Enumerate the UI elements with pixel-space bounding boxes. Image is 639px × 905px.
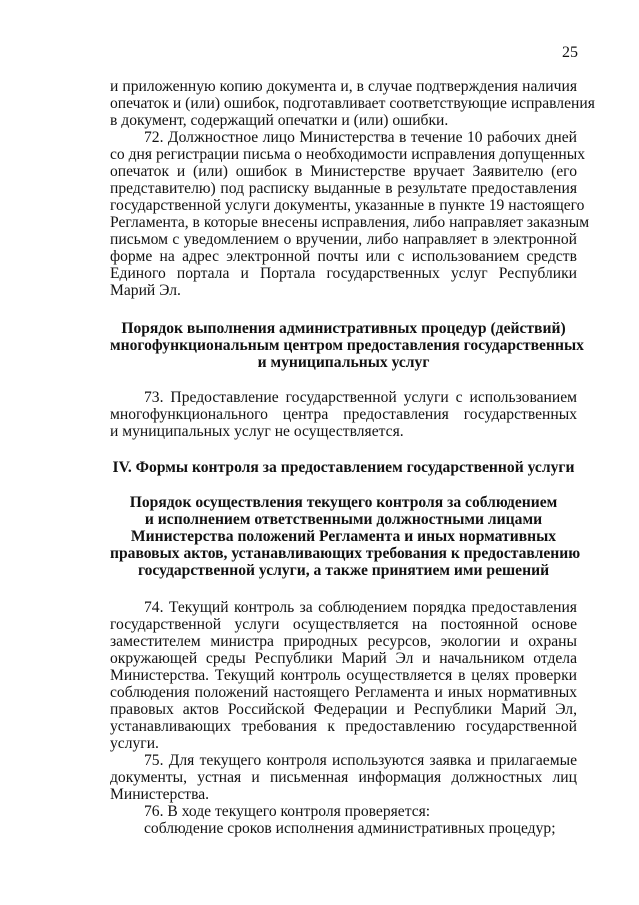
text-line: заместителем министра природных ресурсов, экологии и охраны <box>110 633 577 650</box>
text-line: 74. Текущий контроль за соблюдением порядка предоставления <box>144 599 577 616</box>
text-line: со дня регистрации письма о необходимости исправления допущенных <box>110 146 585 163</box>
text-line: соблюдение сроков исполнения административных процедур; <box>144 820 556 837</box>
text-line: 76. В ходе текущего контроля проверяется: <box>144 803 431 820</box>
section-heading-line: Порядок осуществления текущего контроля за соблюдением <box>129 494 558 511</box>
text-line: форме на адрес электронной почты или с использованием средств <box>110 248 577 265</box>
text-line: услуги. <box>110 735 159 752</box>
section-heading-line: и муниципальных услуг <box>257 354 430 371</box>
text-line: 75. Для текущего контроля используются заявка и прилагаемые <box>144 752 577 769</box>
text-line: опечаток и (или) ошибок в Министерстве вручает Заявителю (его <box>110 163 577 180</box>
text-line: опечаток и (или) ошибок, подготавливает соответствующие исправления <box>110 95 595 112</box>
section-heading-line: правовых актов, устанавливающих требования к предоставлению <box>110 545 581 562</box>
text-line: представителю) под расписку выданные в результате предоставления <box>110 180 577 197</box>
section-heading-line: многофункциональным центром предоставления государственных <box>110 337 584 354</box>
text-line: окружающей среды Республики Марий Эл и начальником отдела <box>110 650 577 667</box>
text-line: устанавливающих требования к предоставлению государственной <box>110 718 577 735</box>
text-line: многофункционального центра предоставления государственных <box>110 406 577 423</box>
text-line: 72. Должностное лицо Министерства в течение 10 рабочих дней <box>144 129 577 146</box>
section-heading-line: Министерства положений Регламента и иных нормативных <box>130 528 557 545</box>
section-heading-line: государственной услуги, а также принятием ими решений <box>137 562 550 579</box>
section-heading-line: Порядок выполнения административных процедур (действий) <box>121 320 566 337</box>
chapter-heading: IV. Формы контроля за предоставлением государственной услуги <box>112 459 575 476</box>
text-line: Регламента, в которые внесены исправления, либо направляет заказным <box>110 214 590 231</box>
text-line: и приложенную копию документа и, в случае подтверждения наличия <box>110 78 577 95</box>
text-line: документы, устная и письменная информация должностных лиц <box>110 769 577 786</box>
text-line: Министерства. Текущий контроль осуществляется в целях проверки <box>110 667 577 684</box>
section-heading-line: и исполнением ответственными должностными лицами <box>144 511 543 528</box>
text-line: Министерства. <box>110 786 210 803</box>
text-line: Марий Эл. <box>110 282 181 299</box>
text-line: в документ, содержащий опечатки и (или) ошибки. <box>110 112 449 129</box>
text-line: Единого портала и Портала государственных услуг Республики <box>110 265 577 282</box>
text-line: соблюдения положений настоящего Регламента и иных нормативных <box>110 684 577 701</box>
text-line: правовых актов Российской Федерации и Республики Марий Эл, <box>110 701 577 718</box>
text-line: 73. Предоставление государственной услуги с использованием <box>144 389 577 406</box>
text-line: письмом с уведомлением о вручении, либо направляет в электронной <box>110 231 577 248</box>
text-line: и муниципальных услуг не осуществляется. <box>110 423 404 440</box>
text-line: государственной услуги осуществляется на постоянной основе <box>110 616 577 633</box>
text-line: государственной услуги документы, указанные в пункте 19 настоящего <box>110 197 585 214</box>
page-number: 25 <box>562 44 578 61</box>
